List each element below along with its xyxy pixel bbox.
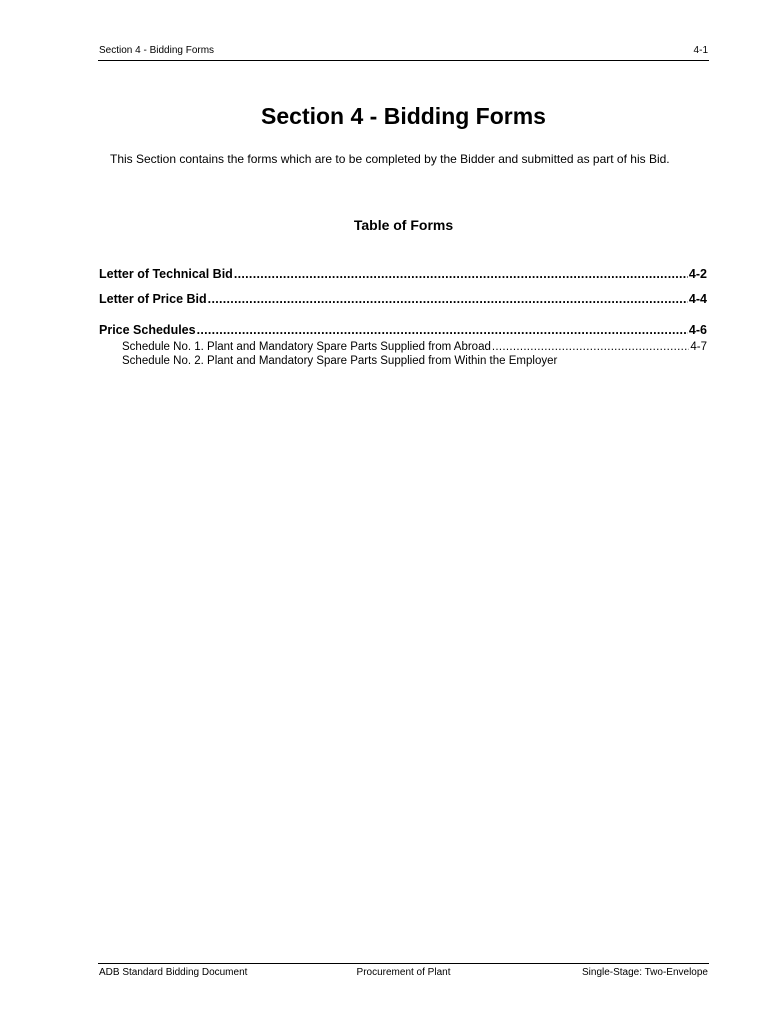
toc-subentry-label: Schedule No. 1. Plant and Mandatory Spare Parts Supplied from Abroad — [122, 341, 491, 353]
toc-subentry-label: Schedule No. 2. Plant and Mandatory Spare Parts Supplied from Within the Employer — [122, 355, 558, 367]
toc-entry-label: Price Schedules — [99, 323, 196, 337]
footer-right-text: Single-Stage: Two-Envelope — [581, 967, 708, 978]
toc-entry-letter-of-technical-bid[interactable] — [99, 266, 707, 282]
header-page-number: 4-1 — [693, 45, 708, 56]
footer-left-text: ADB Standard Bidding Document — [99, 967, 248, 978]
toc-entry-page: 4-6 — [688, 323, 707, 337]
toc-entry-label: Letter of Price Bid — [99, 292, 207, 306]
intro-paragraph: This Section contains the forms which are to be completed by the Bidder and submitted as part of his Bid. — [110, 152, 670, 166]
toc-subentry-schedule-1[interactable] — [122, 340, 707, 354]
toc-dot-leader — [197, 322, 688, 338]
toc-dot-leader — [234, 266, 688, 282]
toc-heading: Table of Forms — [353, 217, 454, 233]
toc-subentry-page: 4-7 — [690, 341, 707, 353]
toc-dot-leader — [492, 340, 690, 354]
footer-center-text: Procurement of Plant — [356, 967, 451, 978]
toc-entry-letter-of-price-bid[interactable] — [99, 291, 707, 307]
header-section-label: Section 4 - Bidding Forms — [99, 45, 215, 56]
toc-entry-label: Letter of Technical Bid — [99, 267, 233, 281]
page-title: Section 4 - Bidding Forms — [261, 103, 546, 129]
toc-entry-page: 4-4 — [688, 292, 707, 306]
toc-entry-page: 4-2 — [688, 267, 707, 281]
toc-dot-leader — [208, 291, 688, 307]
toc-entry-price-schedules[interactable] — [99, 322, 707, 338]
running-footer — [98, 963, 709, 982]
toc-subentry-schedule-2[interactable] — [122, 354, 707, 368]
running-header — [98, 44, 709, 61]
